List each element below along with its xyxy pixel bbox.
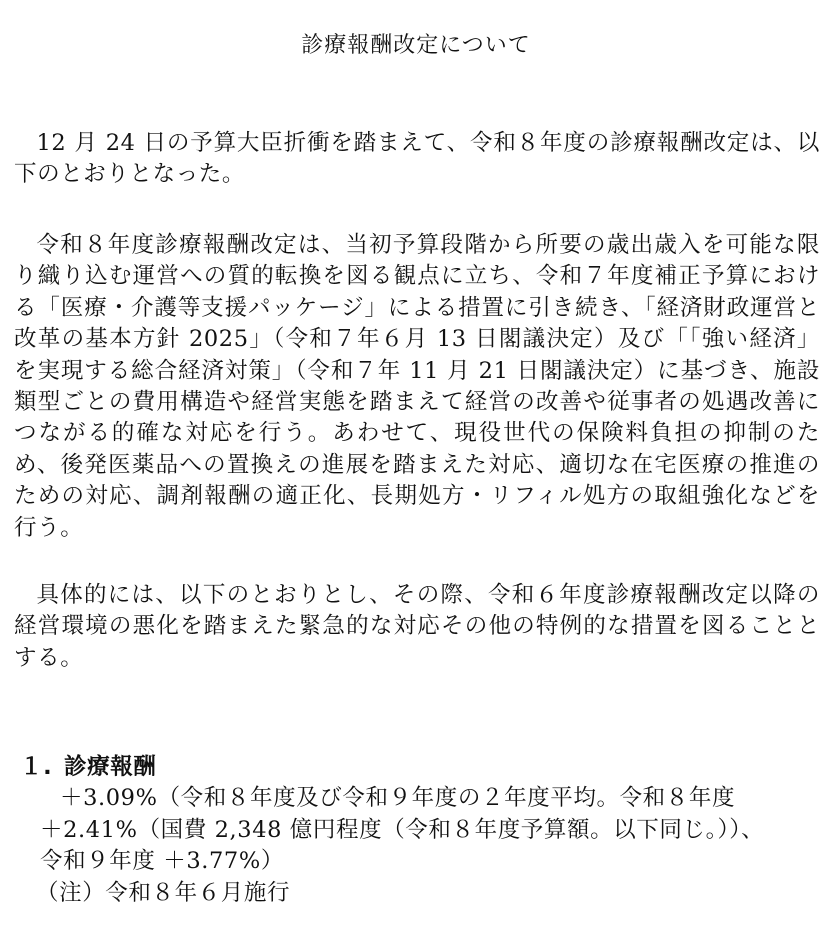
- paragraph-budget-negotiation: 12 月 24 日の予算大臣折衝を踏まえて、令和８年度の診療報酬改定は、以下のとおりとなった。: [14, 130, 820, 188]
- document-title: 診療報酬改定について: [301, 33, 531, 58]
- section-number: １.: [20, 754, 53, 780]
- revision-rate-line-3: 令和９年度 ＋3.77%）: [40, 848, 284, 875]
- paragraph-specific-measures: 具体的には、以下のとおりとし、その際、令和６年度診療報酬改定以降の経営環境の悪化を踏まえた緊急的な対応その他の特例的な措置を図ることとする。: [14, 582, 820, 671]
- enforcement-note: （注）令和８年６月施行: [36, 879, 291, 906]
- section-heading: 診療報酬: [64, 754, 157, 780]
- revision-rate-line-2: ＋2.41%（国費 2,348 億円程度（令和８年度予算額。以下同じ。））、: [40, 816, 765, 843]
- section-medical-fee: [20, 752, 820, 909]
- section-heading-line: [20, 752, 820, 783]
- paragraph-revision-policy: 令和８年度診療報酬改定は、当初予算段階から所要の歳出歳入を可能な限り織り込む運営への質的転換を図る観点に立ち、令和７年度補正予算における「医療・介護等支援パッケージ」による措置に引き続き、「経済財政運営と改革の基本方針 2025」（令和７年６月 13 日閣議決定）及び「「強い経済」を実現する総合経済対策」（令和７年 11 月 21 日閣議決定）に基づき、施設類型ごとの費用構造や経営実態を踏まえて経営の改善や従事者の処遇改善につながる的確な対応を行う。あわせて、現役世代の保険料負担の抑制のため、後発医薬品への置換えの進展を踏まえた対応、適切な在宅医療の推進のための対応、調剤報酬の適正化、長期処方・リフィル処方の取組強化などを行う。: [14, 232, 820, 541]
- revision-rate-line-1: ＋3.09%（令和８年度及び令和９年度の２年度平均。令和８年度: [60, 785, 736, 812]
